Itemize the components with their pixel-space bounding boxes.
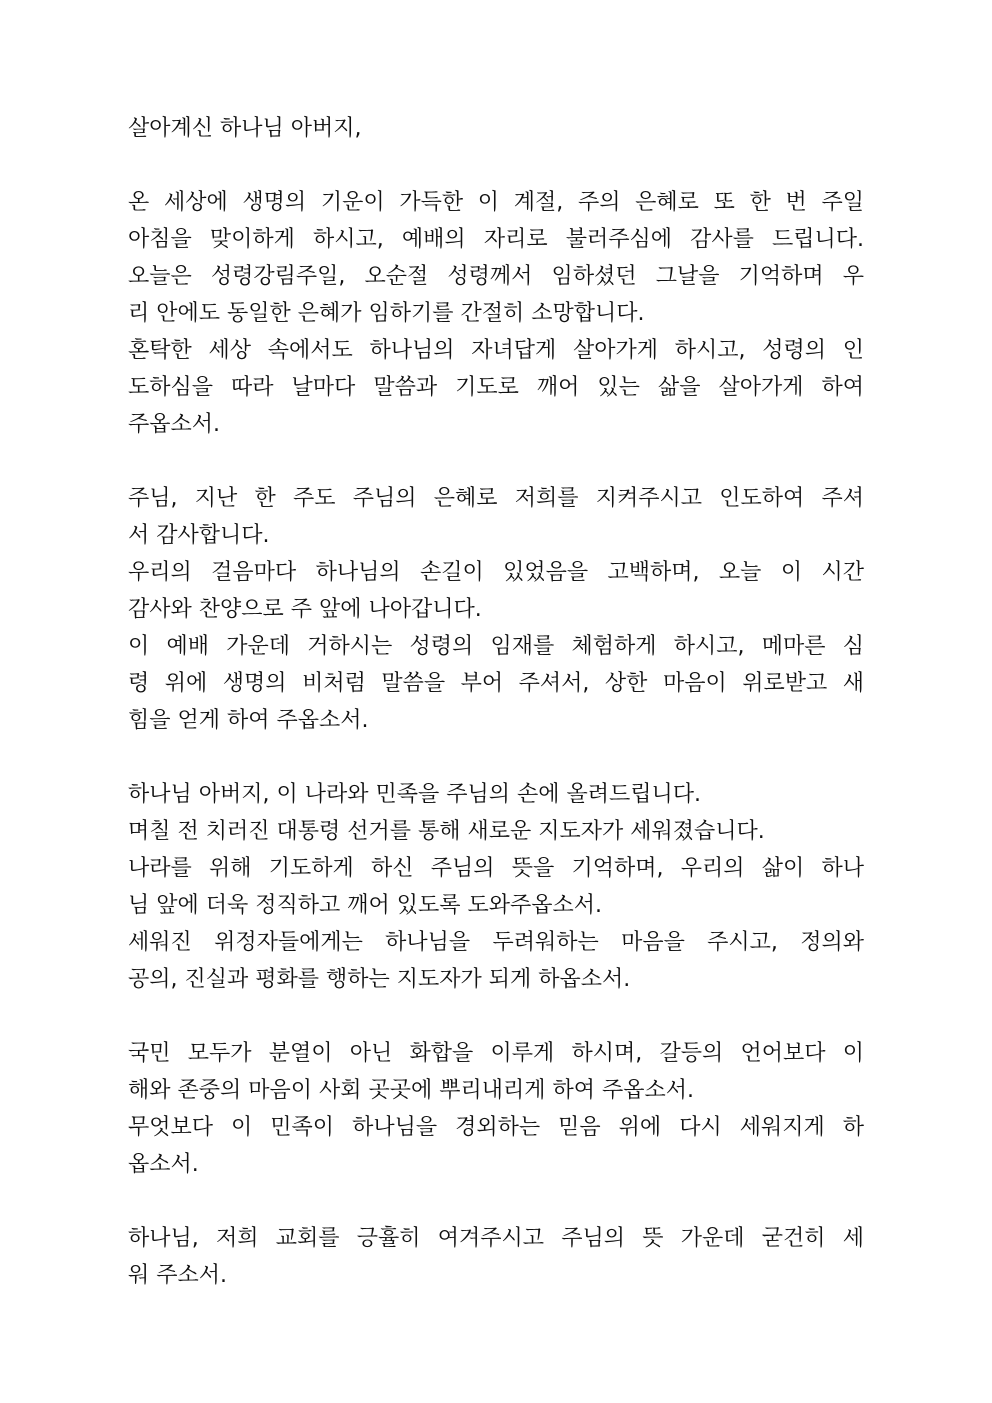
- paragraph-gap: [128, 739, 864, 776]
- paragraph-gap: [128, 998, 864, 1035]
- text-line: 워 주소서.: [128, 1263, 227, 1288]
- text-line: 주님, 지난 한 주도 주님의 은혜로 저희를 지켜주시고 인도하여 주셔: [128, 486, 864, 511]
- text-line: 이 예배 가운데 거하시는 성령의 임재를 체험하게 하시고, 메마른 심: [128, 634, 864, 659]
- text-line: 령 위에 생명의 비처럼 말씀을 부어 주셔서, 상한 마음이 위로받고 새: [128, 671, 864, 696]
- greeting-line: 살아계신 하나님 아버지,: [128, 116, 362, 141]
- text-line: 나라를 위해 기도하게 하신 주님의 뜻을 기억하며, 우리의 삶이 하나: [128, 856, 864, 881]
- text-line: 우리의 걸음마다 하나님의 손길이 있었음을 고백하며, 오늘 이 시간: [128, 560, 864, 585]
- text-line: 주옵소서.: [128, 412, 221, 437]
- text-line: 아침을 맞이하게 하시고, 예배의 자리로 불러주심에 감사를 드립니다.: [128, 227, 864, 252]
- text-line: 온 세상에 생명의 기운이 가득한 이 계절, 주의 은혜로 또 한 번 주일: [128, 190, 864, 215]
- text-line: 서 감사합니다.: [128, 523, 270, 548]
- text-line: 님 앞에 더욱 정직하고 깨어 있도록 도와주옵소서.: [128, 893, 602, 918]
- text-line: 하나님 아버지, 이 나라와 민족을 주님의 손에 올려드립니다.: [128, 782, 701, 807]
- text-line: 혼탁한 세상 속에서도 하나님의 자녀답게 살아가게 하시고, 성령의 인: [128, 338, 864, 363]
- text-line: 옵소서.: [128, 1152, 199, 1177]
- text-line: 도하심을 따라 날마다 말씀과 기도로 깨어 있는 삶을 살아가게 하여: [128, 375, 864, 400]
- text-line: 감사와 찬양으로 주 앞에 나아갑니다.: [128, 597, 482, 622]
- text-line: 며칠 전 치러진 대통령 선거를 통해 새로운 지도자가 세워졌습니다.: [128, 819, 765, 844]
- text-line: 오늘은 성령강림주일, 오순절 성령께서 임하셨던 그날을 기억하며 우: [128, 264, 864, 289]
- text-line: 무엇보다 이 민족이 하나님을 경외하는 믿음 위에 다시 세워지게 하: [128, 1115, 864, 1140]
- text-line: 힘을 얻게 하여 주옵소서.: [128, 708, 369, 733]
- text-line: 공의, 진실과 평화를 행하는 지도자가 되게 하옵소서.: [128, 967, 631, 992]
- paragraph-gap: [128, 443, 864, 480]
- text-line: 세워진 위정자들에게는 하나님을 두려워하는 마음을 주시고, 정의와: [128, 930, 864, 955]
- paragraph-gap: [128, 1183, 864, 1220]
- prayer-text: [128, 110, 864, 1294]
- text-line: 해와 존중의 마음이 사회 곳곳에 뿌리내리게 하여 주옵소서.: [128, 1078, 694, 1103]
- text-line: 국민 모두가 분열이 아닌 화합을 이루게 하시며, 갈등의 언어보다 이: [128, 1041, 864, 1066]
- paragraph-gap: [128, 147, 864, 184]
- text-line: 하나님, 저희 교회를 긍휼히 여겨주시고 주님의 뜻 가운데 굳건히 세: [128, 1226, 864, 1251]
- text-line: 리 안에도 동일한 은혜가 임하기를 간절히 소망합니다.: [128, 301, 645, 326]
